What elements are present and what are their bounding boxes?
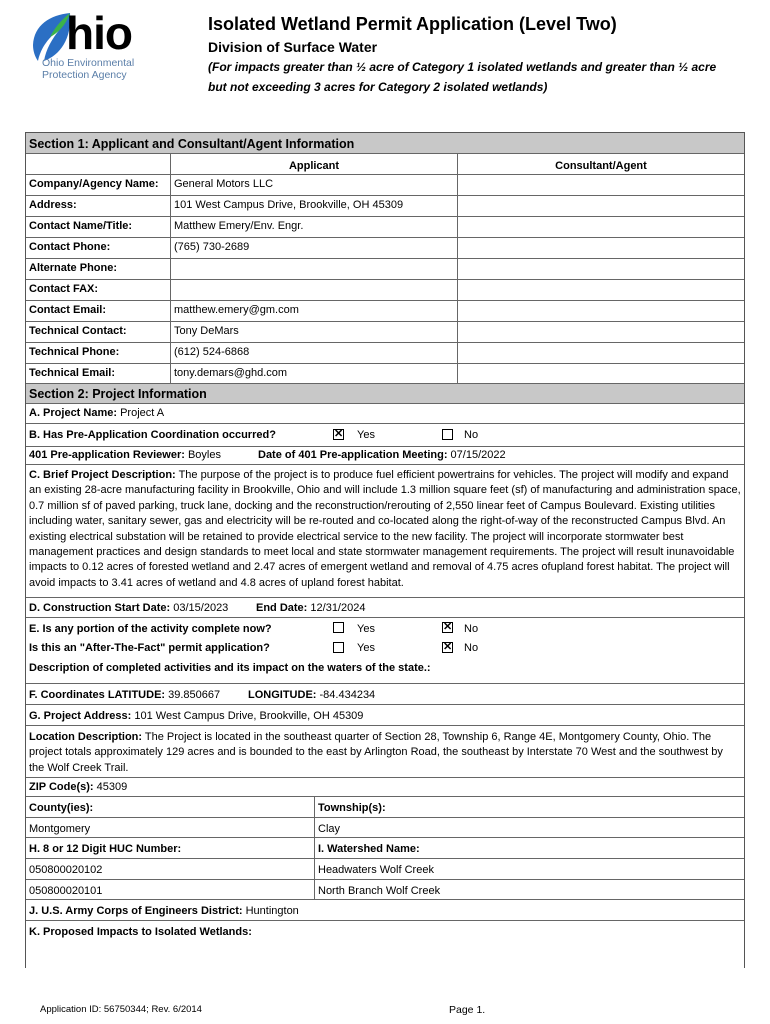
preapp-yes-checkbox[interactable]: ✕ (334, 428, 344, 440)
project-description-text: The purpose of the project is to produce fuel efficient powertrains for vehicles. The project will modify and expand an existing 28-acre manufacturing facility in Brookville, Ohio and will include 1.3 million square feet (sf) of manufacturing and administration space, 0.7 million sf of paved parking, truck lane, docking and the reconstruction/rerouting of 2,550 linear feet of Campus Boulevard. Existing utilities including water, sanitary sewer, gas and electricity will be re-routed and co-located along the right-of-way of the reconstructed Campus Blvd. An existing electrical substation will be retained to provide electrical service to the new facility. The project will incorporate stormwater best management practices and design standards to meet local and state stormwater management requirements. The project will result inunavoidable impacts to 0.12 acres of forested wetland and 2.47 acres of emergent wetland and removal of 4.75 acres ofupland forest habitat. The project will avoid impacts to 3.41 acres of wetland and 4.8 acres of upland forest habitat. (29, 469, 741, 589)
preapp-reviewer-row (26, 446, 744, 464)
zip-field[interactable]: 45309 (96, 781, 128, 793)
huc-field[interactable]: 050800020102 (29, 864, 103, 876)
huc-label: H. 8 or 12 Digit HUC Number: (29, 843, 182, 855)
watershed-label: I. Watershed Name: (314, 838, 744, 858)
consultant-address-field[interactable] (457, 196, 744, 216)
location-description-text: The Project is located in the southeast quarter of Section 28, Township 6, Range 4E, Montgomery County, Ohio. The project totals approximately 129 acres and is bounded to the east by Arlington Road, the southeast by Interstate 70 West and the southwest by the Wolf Creek Trail. (29, 731, 723, 774)
corps-district-field[interactable]: Huntington (245, 905, 299, 917)
field-label: Contact Email: (29, 304, 107, 316)
consultant-fax-field[interactable] (457, 280, 744, 300)
project-description-label: C. Brief Project Description: (29, 469, 176, 481)
township-field[interactable]: Clay (314, 818, 744, 837)
after-the-fact-yes-label: Yes (357, 642, 375, 654)
applicant-phone-field[interactable]: (765) 730-2689 (170, 238, 457, 258)
section1-header (26, 133, 744, 153)
coordinates-row (26, 683, 744, 704)
scope-note-line1: (For impacts greater than ½ acre of Category 1 isolated wetlands and greater than ½ acre (208, 60, 717, 74)
applicant-fax-field[interactable] (170, 280, 457, 300)
applicant-tech-contact-field[interactable]: Tony DeMars (170, 322, 457, 342)
location-description-row (26, 725, 744, 777)
section2-title: Section 2: Project Information (29, 387, 207, 401)
completed-activities-row (26, 658, 744, 683)
activity-complete-question: E. Is any portion of the activity complete now? (29, 623, 272, 635)
field-label: Contact Phone: (29, 241, 111, 253)
section2-header (26, 383, 744, 403)
reviewer-label: 401 Pre-application Reviewer: (29, 449, 185, 461)
logo-line1: Ohio Environmental (42, 57, 135, 69)
table-row (26, 258, 744, 279)
meeting-date-field[interactable]: 07/15/2022 (450, 449, 506, 461)
applicant-column-header: Applicant (170, 154, 457, 174)
preapp-no-label: No (464, 429, 479, 441)
scope-note-line2: but not exceeding 3 acres for Category 2 isolated wetlands) (208, 80, 548, 94)
logo-wordmark: hio (66, 7, 132, 59)
table-row (26, 363, 744, 383)
table-row (26, 858, 744, 879)
project-address-row (26, 704, 744, 725)
county-field[interactable]: Montgomery (29, 823, 91, 835)
table-row (26, 174, 744, 195)
consultant-tech-contact-field[interactable] (457, 322, 744, 342)
proposed-impacts-label: K. Proposed Impacts to Isolated Wetlands: (29, 926, 252, 938)
table-row (26, 195, 744, 216)
field-label: Contact Name/Title: (29, 220, 133, 232)
huc-header-row (26, 837, 744, 858)
preapp-yes-label: Yes (357, 429, 375, 441)
consultant-phone-field[interactable] (457, 238, 744, 258)
watershed-field[interactable]: Headwaters Wolf Creek (314, 859, 744, 879)
document-title: Isolated Wetland Permit Application (Level Two) (208, 14, 617, 34)
preapp-coordination-row (26, 423, 744, 446)
field-label: Address: (29, 199, 77, 211)
applicant-company-field[interactable]: General Motors LLC (170, 175, 457, 195)
consultant-contact-name-field[interactable] (457, 217, 744, 237)
document-subtitle: Division of Surface Water (208, 39, 378, 55)
after-the-fact-yes-checkbox[interactable] (333, 642, 344, 653)
application-id: Application ID: 56750344; Rev. 6/2014 (40, 1004, 202, 1015)
location-description-label: Location Description: (29, 731, 143, 743)
table-row (26, 879, 744, 899)
zip-label: ZIP Code(s): (29, 781, 94, 793)
section1-column-headers (26, 153, 744, 174)
meeting-date-label: Date of 401 Pre-application Meeting: (258, 449, 448, 461)
project-address-field[interactable]: 101 West Campus Drive, Brookville, OH 45309 (134, 710, 364, 722)
activity-complete-row (26, 617, 744, 638)
preapp-no-checkbox[interactable] (442, 429, 453, 440)
longitude-label: LONGITUDE: (248, 689, 317, 701)
applicant-contact-name-field[interactable]: Matthew Emery/Env. Engr. (170, 217, 457, 237)
start-date-field[interactable]: 03/15/2023 (173, 602, 229, 614)
field-label: Alternate Phone: (29, 262, 118, 274)
proposed-impacts-row (26, 920, 744, 969)
applicant-tech-phone-field[interactable]: (612) 524-6868 (170, 343, 457, 363)
field-label: Technical Phone: (29, 346, 120, 358)
county-township-header-row (26, 796, 744, 817)
county-township-value-row (26, 817, 744, 837)
longitude-field[interactable]: -84.434234 (319, 689, 376, 701)
after-the-fact-question: Is this an "After-The-Fact" permit application? (29, 642, 270, 654)
table-row (26, 321, 744, 342)
field-label: Contact FAX: (29, 283, 99, 295)
location-description-field[interactable] (29, 730, 741, 776)
consultant-email-field[interactable] (457, 301, 744, 321)
construction-dates-row (26, 597, 744, 617)
end-date-field[interactable]: 12/31/2024 (310, 602, 366, 614)
project-description-field[interactable] (29, 468, 741, 591)
applicant-tech-email-field[interactable]: tony.demars@ghd.com (170, 364, 457, 383)
start-date-label: D. Construction Start Date: (29, 602, 171, 614)
applicant-address-field[interactable]: 101 West Campus Drive, Brookville, OH 45309 (170, 196, 457, 216)
section1-title: Section 1: Applicant and Consultant/Agent Information (29, 137, 355, 151)
reviewer-field[interactable]: Boyles (187, 449, 221, 461)
preapp-coordination-question: B. Has Pre-Application Coordination occurred? (29, 429, 276, 441)
consultant-column-header: Consultant/Agent (457, 154, 744, 174)
latitude-field[interactable]: 39.850667 (168, 689, 221, 701)
application-form (25, 132, 745, 968)
huc-field[interactable]: 050800020101 (29, 885, 103, 897)
after-the-fact-no-label: No (464, 642, 479, 654)
corps-district-label: J. U.S. Army Corps of Engineers District: (29, 905, 243, 917)
completed-activities-label: Description of completed activities and its impact on the waters of the state.: (29, 662, 431, 674)
township-label: Township(s): (314, 797, 744, 817)
zip-row (26, 777, 744, 796)
activity-complete-no-checkbox[interactable]: ✕ (443, 621, 453, 633)
logo-line2: Protection Agency (42, 69, 127, 81)
table-row (26, 342, 744, 363)
table-row (26, 216, 744, 237)
corps-district-row (26, 899, 744, 920)
project-name-label: A. Project Name: (29, 407, 118, 419)
consultant-tech-phone-field[interactable] (457, 343, 744, 363)
table-row (26, 300, 744, 321)
consultant-company-field[interactable] (457, 175, 744, 195)
after-the-fact-no-checkbox[interactable]: ✕ (443, 641, 453, 653)
page-number: Page 1. (449, 1004, 486, 1016)
field-label: Technical Email: (29, 367, 115, 379)
project-address-label: G. Project Address: (29, 710, 132, 722)
consultant-alt-phone-field[interactable] (457, 259, 744, 279)
field-label: Technical Contact: (29, 325, 127, 337)
watershed-field[interactable]: North Branch Wolf Creek (314, 880, 744, 899)
applicant-email-field[interactable]: matthew.emery@gm.com (170, 301, 457, 321)
project-name-field[interactable]: Project A (120, 407, 165, 419)
project-name-row (26, 403, 744, 423)
project-description-row (26, 464, 744, 597)
latitude-label: F. Coordinates LATITUDE: (29, 689, 166, 701)
activity-complete-no-label: No (464, 623, 479, 635)
activity-complete-yes-checkbox[interactable] (333, 622, 344, 633)
consultant-tech-email-field[interactable] (457, 364, 744, 383)
field-label: Company/Agency Name: (29, 178, 159, 190)
table-row (26, 237, 744, 258)
after-the-fact-row (26, 638, 744, 658)
end-date-label: End Date: (256, 602, 308, 614)
table-row (26, 279, 744, 300)
applicant-alt-phone-field[interactable] (170, 259, 457, 279)
activity-complete-yes-label: Yes (357, 623, 375, 635)
county-label: County(ies): (29, 802, 94, 814)
